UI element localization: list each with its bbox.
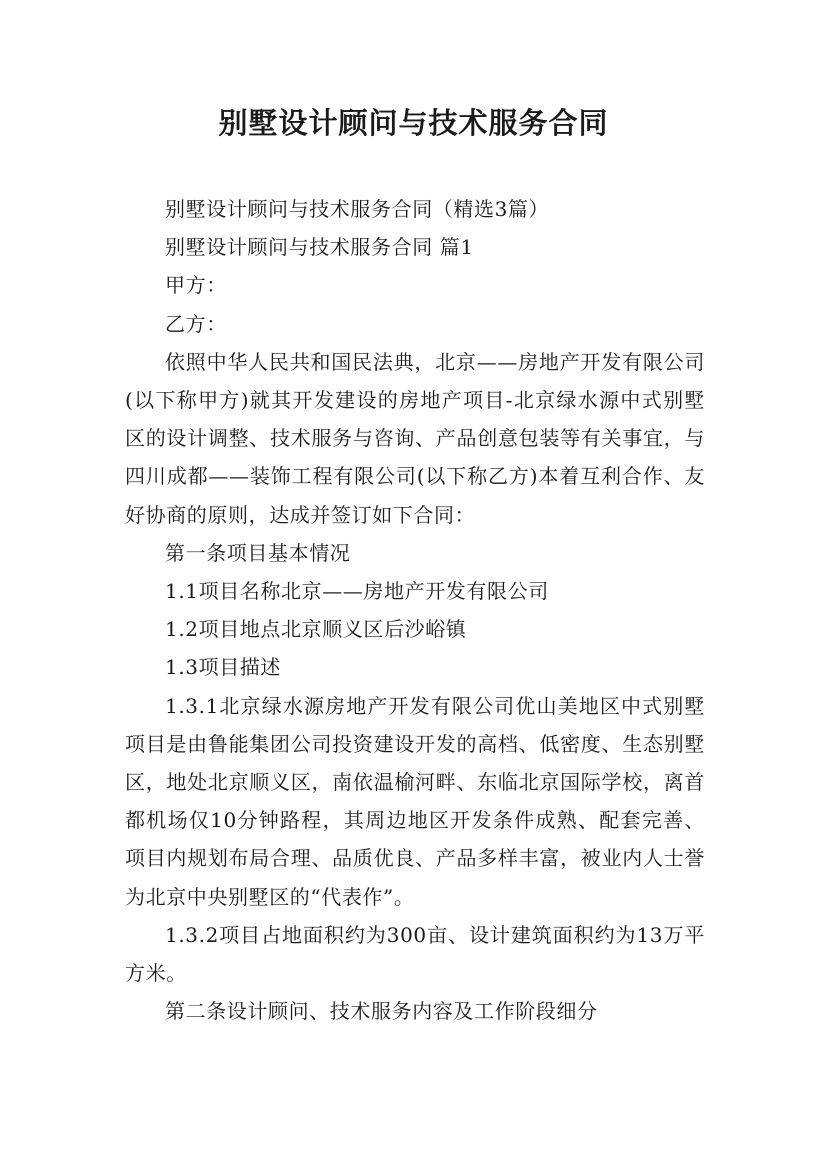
paragraph-subtitle: 别墅设计顾问与技术服务合同（精选3篇）: [165, 197, 550, 221]
paragraph-party-b: 乙方：: [165, 311, 227, 336]
paragraph-article-1: 第一条项目基本情况: [165, 540, 351, 565]
document-title: 别墅设计顾问与技术服务合同: [218, 106, 609, 140]
paragraph-party-a: 甲方：: [165, 273, 227, 298]
document-body: [125, 190, 705, 1030]
paragraph-1-3-2: 1.3.2项目占地面积约为300亩、设计建筑面积约为13万平方米。: [125, 922, 705, 986]
paragraph-preamble: 依照中华人民共和国民法典，北京——房地产开发有限公司(以下称甲方)就其开发建设的房地产项目-北京绿水源中式别墅区的设计调整、技术服务与咨询、产品创意包装等有关事宜，与四川成都——装饰工程有限公司(以下称乙方)本着互利合作、友好协商的原则，达成并签订如下合同：: [125, 349, 705, 527]
paragraph-article-2: 第二条设计顾问、技术服务内容及工作阶段细分: [165, 999, 598, 1024]
paragraph-part-heading: 别墅设计顾问与技术服务合同 篇1: [165, 235, 474, 260]
paragraph-1-3-1: 1.3.1北京绿水源房地产开发有限公司优山美地区中式别墅项目是由鲁能集团公司投资建设开发的高档、低密度、生态别墅区，地处北京顺义区，南依温榆河畔、东临北京国际学校，离首都机场仅10分钟路程，其周边地区开发条件成熟、配套完善、项目内规划布局合理、品质优良、产品多样丰富，被业内人士誉为北京中央别墅区的“代表作”。: [125, 693, 705, 909]
paragraph-1-3: 1.3项目描述: [165, 655, 282, 680]
paragraph-1-2: 1.2项目地点北京顺义区后沙峪镇: [165, 617, 467, 642]
paragraph-1-1: 1.1项目名称北京——房地产开发有限公司: [165, 579, 549, 604]
